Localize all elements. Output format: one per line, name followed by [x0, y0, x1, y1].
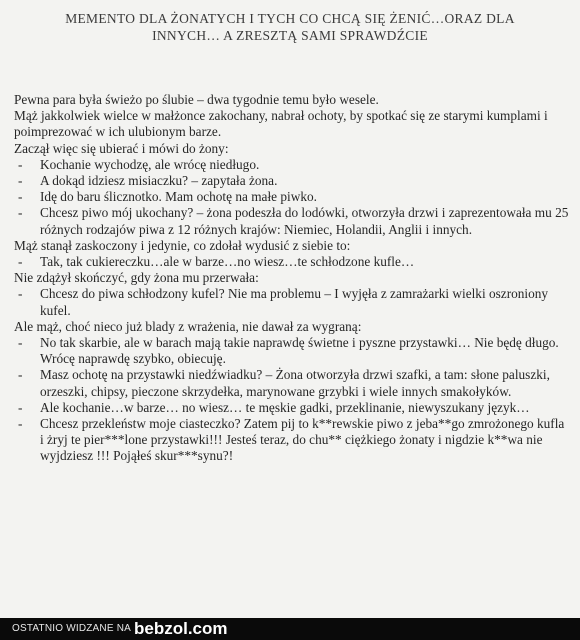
dialogue-line — [14, 189, 570, 205]
dialogue-text: No tak skarbie, ale w barach mają takie naprawdę świetne i pyszne przystawki… Nie będę długo. Wrócę naprawdę szybko, obiecuję. — [40, 335, 559, 367]
dash-bullet: - — [18, 399, 23, 415]
footer-bar — [0, 618, 580, 640]
dialogue-text: Idę do baru ślicznotko. Mam ochotę na małe piwko. — [40, 189, 317, 205]
dialogue-text: Chcesz do piwa schłodzony kufel? Nie ma problemu – I wyjęła z zamrażarki wielki oszroniony kufel. — [40, 286, 549, 318]
dialogue-line — [14, 173, 570, 189]
dash-bullet: - — [18, 286, 23, 302]
dialogue-line — [14, 416, 570, 465]
narration-paragraph: Mąż jakkolwiek wielce w małżonce zakochany, nabrał ochoty, by spotkać się ze starymi kumplami i poimprezować w ich ulubionym barze. — [14, 108, 548, 140]
dialogue-line — [14, 367, 570, 399]
dialogue-text: Masz ochotę na przystawki niedźwiadku? – Żona otworzyła drzwi szafki, a tam: słone paluszki, orzeszki, chipsy, pieczone skrzydełka, marynowane grzybki i wiele innych smakołyków. — [40, 367, 550, 399]
dash-bullet: - — [18, 205, 23, 221]
dialogue-line — [14, 157, 570, 173]
dash-bullet: - — [18, 254, 23, 270]
dialogue-text: Kochanie wychodzę, ale wrócę niedługo. — [40, 156, 260, 172]
document-body — [14, 92, 570, 465]
dash-bullet: - — [18, 173, 23, 189]
narration-paragraph: Mąż stanął zaskoczony i jedynie, co zdołał wydusić z siebie to: — [14, 237, 351, 253]
dialogue-text: A dokąd idziesz misiaczku? – zapytała żona. — [40, 173, 278, 189]
narration-paragraph: Pewna para była świeżo po ślubie – dwa tygodnie temu było wesele. — [14, 92, 379, 107]
dialogue-text: Chcesz przekleństw moje ciasteczko? Zatem pij to k**rewskie piwo z jeba**go zmrożonego kufla i żryj te pier***lone przystawki!!! Jesteś teraz, do chu** ciężkiego żonaty i nigdzie k**wa nie wyjdziesz !!! Pojąłeś skur***synu?! — [40, 416, 565, 464]
dash-bullet: - — [18, 189, 23, 205]
site-logo[interactable]: bebzol.com — [134, 619, 228, 638]
document-title — [20, 10, 560, 44]
dialogue-line — [14, 286, 570, 318]
dialogue-line — [14, 400, 570, 416]
narration-paragraph: Nie zdążył skończyć, gdy żona mu przerwała: — [14, 270, 259, 286]
dash-bullet: - — [18, 335, 23, 351]
dialogue-text: Chcesz piwo mój ukochany? – żona podeszła do lodówki, otworzyła drzwi i zaprezentowała mu 25 różnych rodzajów piwa z 12 różnych krajów: Niemiec, Holandii, Anglii i innych. — [40, 205, 569, 237]
narration-paragraph: Ale mąż, choć nieco już blady z wrażenia, nie dawał za wygraną: — [14, 318, 362, 334]
dash-bullet: - — [18, 416, 23, 432]
footer-label: OSTATNIO WIDZANE NA — [12, 623, 131, 634]
dash-bullet: - — [18, 156, 23, 172]
dash-bullet: - — [18, 367, 23, 383]
narration-paragraph: Zaczął więc się ubierać i mówi do żony: — [14, 140, 229, 156]
title-line-1: MEMENTO DLA ŻONATYCH I TYCH CO CHCĄ SIĘ ŻENIĆ…ORAZ DLA — [65, 11, 515, 26]
dialogue-text: Ale kochanie…w barze… no wiesz… te męskie gadki, przeklinanie, niewyszukany język… — [40, 399, 530, 415]
dialogue-line — [14, 335, 570, 367]
title-line-2: INNYCH… A ZRESZTĄ SAMI SPRAWDŹCIE — [152, 28, 428, 43]
dialogue-line — [14, 254, 570, 270]
dialogue-text: Tak, tak cukiereczku…ale w barze…no wiesz…te schłodzone kufle… — [40, 254, 415, 270]
dialogue-line — [14, 205, 570, 237]
